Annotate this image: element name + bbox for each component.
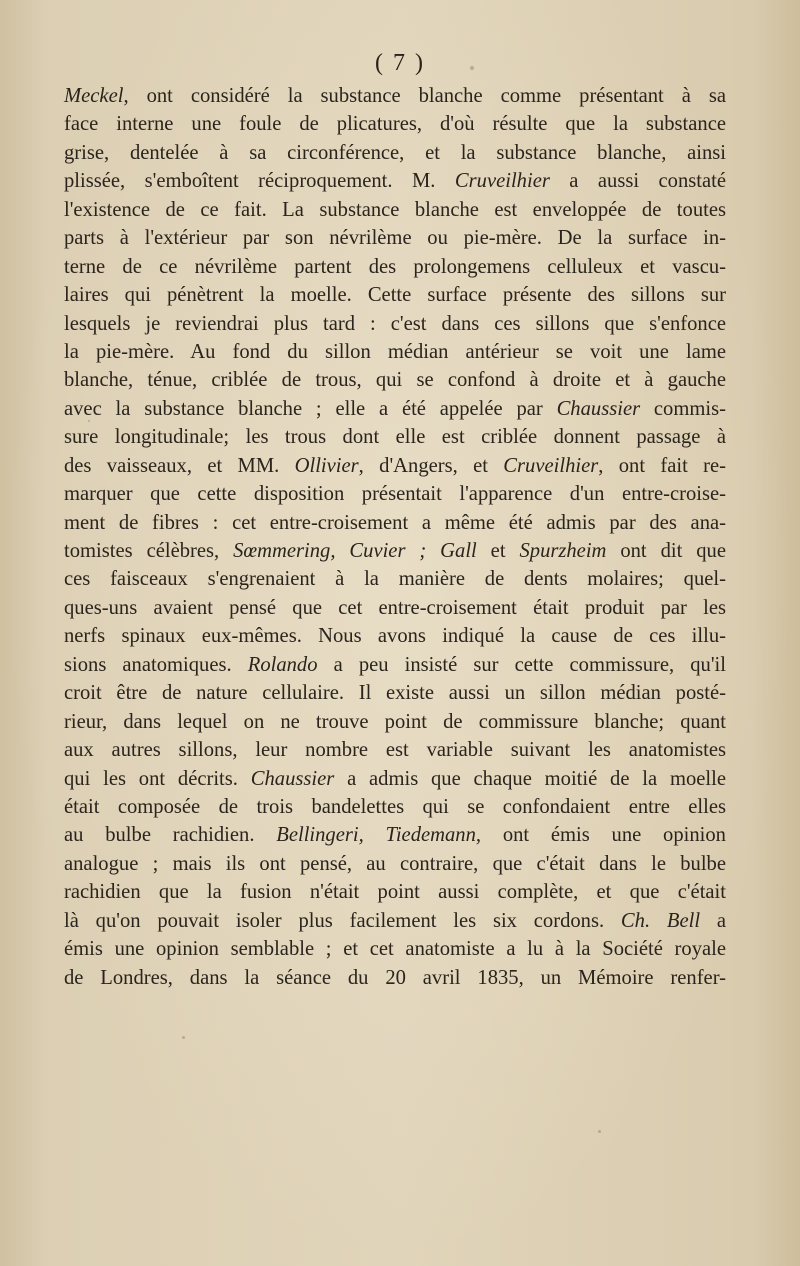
text-run: a (700, 909, 726, 932)
text-run: là qu'on pouvait isoler plus facilement les six cordons. (64, 909, 621, 932)
text-run: et (476, 540, 520, 562)
italic-name: Sœmmering, Cuvier ; Gall (233, 540, 477, 562)
text-run: de Londres, dans la séance du 20 avril 1835, un Mémoire renfer- (64, 966, 726, 989)
text-run: ment de fibres : cet entre-croisement a même été admis par des ana- (64, 511, 726, 534)
text-run: lesquels je reviendrai plus tard : c'est dans ces sillons que s'enfonce (64, 312, 726, 335)
text-line (64, 310, 726, 338)
italic-name: Ch. Bell (620, 909, 701, 932)
italic-name: Chaussier (556, 397, 641, 420)
italic-name: Spurzheim (519, 540, 607, 562)
body-text (64, 82, 726, 992)
text-run: face interne une foule de plicatures, d'où résulte que la substance (64, 113, 726, 136)
text-run: , d'Angers, et (358, 454, 504, 477)
text-line (64, 452, 726, 480)
text-run: parts à l'extérieur par son névrilème ou pie-mère. De la surface in- (64, 227, 726, 250)
text-run: rieur, dans lequel on ne trouve point de commissure blanche; quant (64, 710, 726, 733)
text-line (64, 736, 726, 764)
text-line (64, 594, 726, 622)
italic-name: Meckel (64, 85, 124, 107)
text-run: ques-uns avaient pensé que cet entre-croisement était produit par les (64, 596, 726, 619)
text-run: tomistes célèbres, (64, 540, 234, 562)
text-line (64, 509, 726, 537)
text-line (64, 622, 726, 650)
text-run: a aussi constaté (549, 170, 726, 193)
text-run: la pie-mère. Au fond du sillon médian antérieur se voit une lame (64, 340, 726, 363)
text-run: plissée, s'emboîtent réciproquement. M. (64, 170, 455, 193)
text-line (64, 167, 726, 195)
text-run: qui les ont décrits. (64, 767, 251, 790)
text-line (64, 765, 726, 793)
text-line (64, 480, 726, 508)
text-line (64, 537, 726, 565)
text-line (64, 565, 726, 593)
text-run: a peu insisté sur cette commissure, qu'il (317, 653, 727, 676)
text-line (64, 224, 726, 252)
text-line (64, 821, 726, 849)
text-run: nerfs spinaux eux-mêmes. Nous avons indiqué la cause de ces illu- (64, 625, 726, 648)
text-line (64, 964, 726, 992)
text-line (64, 366, 726, 394)
text-run: marquer que cette disposition présentait l'apparence d'un entre-croise- (64, 483, 726, 506)
text-run: sure longitudinale; les trous dont elle est criblée donnent passage à (64, 426, 726, 449)
text-run: des vaisseaux, et MM. (64, 454, 295, 477)
text-line (64, 110, 726, 138)
text-line (64, 878, 726, 906)
text-line (64, 82, 726, 110)
text-run: a admis que chaque moitié de la moelle (334, 767, 726, 790)
text-line (64, 651, 726, 679)
text-run: grise, dentelée à sa circonférence, et la substance blanche, ainsi (64, 141, 726, 164)
text-line (64, 423, 726, 451)
italic-name: Cruveilhier (454, 170, 550, 193)
italic-name: Rolando (247, 653, 318, 676)
text-run: blanche, ténue, criblée de trous, qui se confond à droite et à gauche (64, 369, 726, 392)
text-run: était composée de trois bandelettes qui se confondaient entre elles (64, 795, 726, 818)
text-line (64, 850, 726, 878)
text-run: terne de ce névrilème partent des prolongemens celluleux et vascu- (64, 255, 726, 278)
text-run: ont émis une opinion (481, 824, 726, 847)
text-line (64, 196, 726, 224)
text-run: avec la substance blanche ; elle a été appelée par (64, 397, 557, 420)
paper-speck (598, 1130, 601, 1133)
text-run: analogue ; mais ils ont pensé, au contraire, que c'était dans le bulbe (64, 852, 726, 875)
text-line (64, 907, 726, 935)
text-line (64, 281, 726, 309)
text-run: émis une opinion semblable ; et cet anatomiste a lu à la Société royale (64, 938, 726, 961)
text-run: aux autres sillons, leur nombre est variable suivant les anatomistes (64, 739, 726, 762)
text-line (64, 338, 726, 366)
text-run: ces faisceaux s'engrenaient à la manière de dents molaires; quel- (64, 568, 726, 591)
text-run: l'existence de ce fait. La substance blanche est enveloppée de toutes (64, 198, 726, 221)
italic-name: Chaussier (250, 767, 335, 790)
text-line (64, 139, 726, 167)
italic-name: Bellingeri, Tiedemann, (276, 824, 482, 847)
text-run: , ont considéré la substance blanche comme présentant à sa (123, 85, 726, 107)
text-run: au bulbe rachidien. (64, 824, 277, 847)
text-line (64, 708, 726, 736)
text-run: laires qui pénètrent la moelle. Cette surface présente des sillons sur (64, 284, 726, 307)
text-run: , ont fait re- (598, 454, 726, 477)
text-line (64, 793, 726, 821)
text-run: croit être de nature cellulaire. Il existe aussi un sillon médian posté- (64, 682, 726, 705)
text-run: rachidien que la fusion n'était point aussi complète, et que c'était (64, 881, 726, 904)
text-line (64, 679, 726, 707)
page-number: ( 7 ) (375, 50, 425, 76)
text-run: commis- (640, 397, 726, 420)
text-run: ont dit que (606, 540, 726, 562)
text-line (64, 253, 726, 281)
paper-speck (182, 1036, 185, 1039)
text-line (64, 395, 726, 423)
text-line (64, 935, 726, 963)
text-run: sions anatomiques. (64, 653, 248, 676)
italic-name: Cruveilhier (503, 454, 599, 477)
italic-name: Ollivier (294, 454, 359, 477)
